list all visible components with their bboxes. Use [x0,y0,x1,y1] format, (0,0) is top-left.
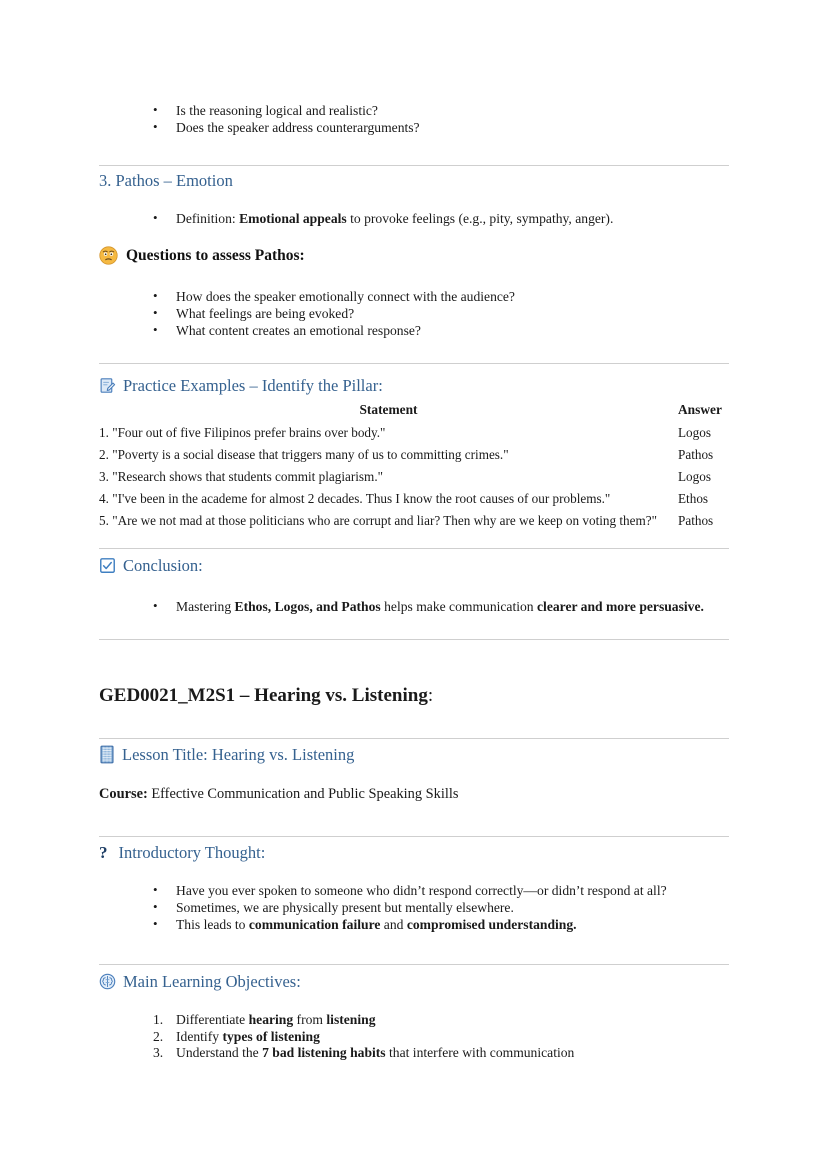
module-title-colon: : [427,685,434,706]
column-header-answer: Answer [678,402,722,417]
divider-above-lesson-title [99,738,729,739]
table-header-row [99,399,729,422]
row-number: 1. [99,425,109,440]
objective-bold-1: hearing [248,1012,294,1027]
objective-mid: from [293,1012,327,1027]
intro-prefix: This leads to [176,917,249,932]
list-item [153,1045,783,1062]
list-item [153,210,783,227]
pathos-heading-label: 3. Pathos – Emotion [99,171,233,190]
conclusion-prefix: Mastering [176,599,235,614]
objective-prefix: Differentiate [176,1012,249,1027]
statement-cell [99,466,678,488]
intro-heading [99,843,265,863]
divider-above-intro [99,836,729,837]
question-mark-icon: ? [99,843,108,863]
row-statement: "Are we not mad at those politicians who are corrupt and liar? Then why are we keep on voting them?" [112,513,657,528]
list-item: • How does the speaker emotionally connect with the audience? [153,288,783,305]
divider-above-objectives [99,964,729,965]
intro-bold-failure: communication failure [248,917,381,932]
intro-heading-label: Introductory Thought: [118,843,266,862]
list-item [153,916,783,933]
table-row [99,422,729,444]
course-label: Course: [99,786,148,802]
pathos-heading [99,171,233,191]
row-number: 2. [99,447,109,462]
objective-bold-2: listening [326,1012,376,1027]
thinking-face-emoji-icon [99,246,118,265]
list-item: • What content creates an emotional response? [153,322,783,339]
divider-below-conclusion [99,639,729,640]
objective-mid: that interfere with communication [385,1045,575,1060]
module-title [99,685,433,708]
objective-prefix: Identify [176,1028,223,1044]
module-title-bold: GED0021_M2S1 – Hearing vs. Listening [99,685,428,706]
course-value: Effective Communication and Public Speaking Skills [147,786,459,802]
course-line [99,786,458,803]
table-row [99,466,729,488]
answer-cell: Pathos [678,513,714,528]
lesson-title-heading [99,745,354,765]
row-statement: "Research shows that students commit plagiarism." [112,469,383,484]
conclusion-list [99,598,783,615]
objectives-list [99,1012,783,1062]
answer-cell: Pathos [678,447,714,462]
answer-cell: Ethos [678,491,709,506]
row-number: 4. [99,491,109,506]
objective-bold-1: 7 bad listening habits [262,1045,386,1060]
blue-notebook-icon [99,745,115,764]
list-item: • Have you ever spoken to someone who didn’t respond correctly—or didn’t respond at all? [153,882,783,899]
pathos-questions-heading [99,246,305,265]
pathos-questions-list [99,288,783,339]
list-item [153,1012,783,1029]
conclusion-bold-outcome: clearer and more persuasive. [537,599,704,614]
row-number: 5. [99,513,109,528]
row-statement: "Poverty is a social disease that triggers many of us to committing crimes." [112,447,509,462]
practice-table [99,399,729,532]
objectives-heading [99,972,301,992]
brain-icon [99,973,116,990]
intro-list [99,882,783,933]
statement-cell [99,444,678,466]
logos-questions-list [99,102,783,136]
list-item [153,1029,783,1046]
intro-mid: and [380,917,407,932]
divider-above-practice [99,363,729,364]
row-statement: "Four out of five Filipinos prefer brains over body." [112,425,386,440]
divider-above-pathos [99,165,729,166]
practice-heading-label: Practice Examples – Identify the Pillar: [123,376,383,395]
checked-box-icon [99,557,116,574]
table-row [99,444,729,466]
definition-prefix: Definition: [176,211,240,226]
conclusion-bold-pillars: Ethos, Logos, and Pathos [234,599,381,614]
practice-heading [99,376,383,396]
objective-prefix: Understand the [176,1045,263,1060]
definition-suffix: to provoke feelings (e.g., pity, sympathy, anger). [346,211,614,226]
conclusion-heading [99,556,203,576]
row-number: 3. [99,469,109,484]
definition-bold: Emotional appeals [239,211,347,226]
column-header-statement: Statement [359,402,418,417]
statement-cell [99,422,678,444]
pathos-questions-label: Questions to assess Pathos: [126,246,305,264]
list-item: • Does the speaker address counterarguments? [153,119,783,136]
pathos-definition-list [99,210,783,227]
table-row [99,510,729,532]
list-item: • Is the reasoning logical and realistic? [153,102,783,119]
objective-bold-1: types of listening [222,1028,320,1044]
answer-cell: Logos [678,425,711,440]
answer-cell: Logos [678,469,711,484]
divider-above-conclusion [99,548,729,549]
list-item: • Sometimes, we are physically present but mentally elsewhere. [153,899,783,916]
row-statement: "I've been in the academe for almost 2 decades. Thus I know the root causes of our problems." [112,491,611,506]
lesson-title-label: Lesson Title: Hearing vs. Listening [122,745,355,764]
list-item [153,598,783,615]
conclusion-mid: helps make communication [380,599,538,614]
conclusion-heading-label: Conclusion: [123,556,203,575]
intro-bold-understanding: compromised understanding. [406,917,577,932]
statement-cell [99,488,678,510]
list-item: • What feelings are being evoked? [153,305,783,322]
table-row [99,488,729,510]
objectives-heading-label: Main Learning Objectives: [123,972,301,991]
memo-pencil-icon [99,377,116,394]
statement-cell [99,510,678,532]
